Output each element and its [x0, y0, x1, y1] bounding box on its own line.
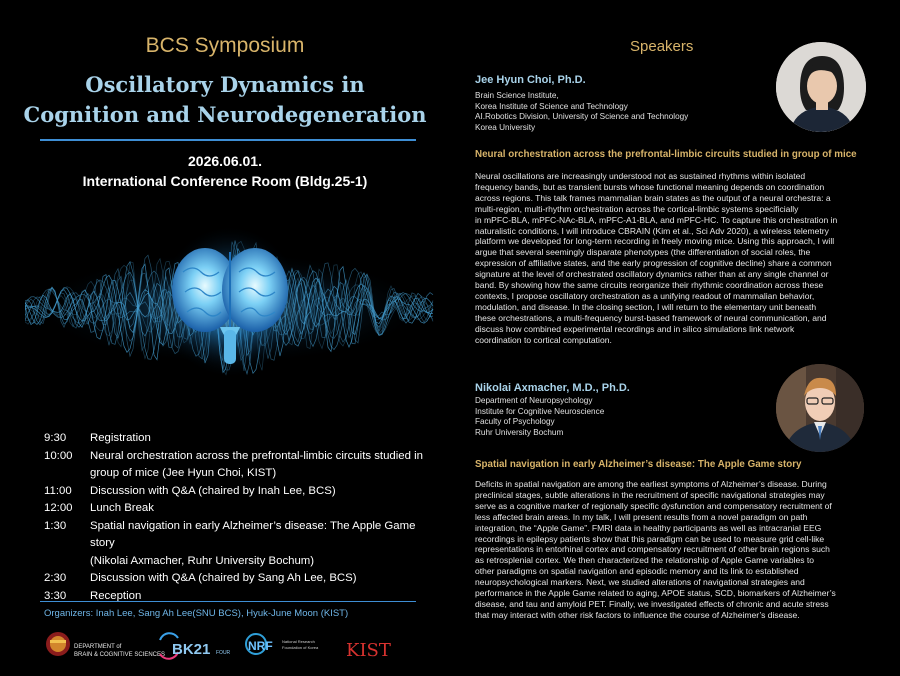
speaker1-name: Jee Hyun Choi, Ph.D.: [475, 74, 586, 86]
speaker2-photo: [776, 364, 864, 452]
symposium-title: BCS Symposium: [145, 34, 305, 57]
abstract-line: naturalistic conditions, I will introduce CBRAIN (Kim et al., Sci Adv 2020), a wireless telemetry: [475, 225, 829, 236]
main-title: [0, 70, 450, 130]
speakers-heading: Speakers: [630, 38, 694, 55]
speaker2-aff-line: Faculty of Psychology: [475, 417, 555, 426]
event-venue: International Conference Room (Bldg.25-1): [82, 173, 368, 189]
schedule-description: Lunch Break: [90, 502, 154, 514]
event-date: 2026.06.01.: [188, 153, 262, 169]
schedule-time: 10:00: [44, 449, 73, 462]
schedule-description: Spatial navigation in early Alzheimer’s disease: The Apple Game story: [90, 519, 416, 549]
brain-illustration: [25, 212, 435, 404]
abstract-line: Deficits in spatial navigation are among the earliest symptoms of Alzheimer’s disease. During: [475, 479, 827, 489]
speaker1-aff-line: Korea Institute of Science and Technology: [475, 101, 628, 111]
abstract-line: disease, and tau and amyloid PET. Finally, we investigated effects of chronic and acute stress: [475, 598, 829, 609]
speaker2-aff-line: Ruhr University Bochum: [475, 427, 564, 437]
speaker2-name: Nikolai Axmacher, M.D., Ph.D.: [475, 382, 630, 394]
bk21-text: BK21: [172, 641, 211, 658]
abstract-line: neuropsychological markers. Next, we studied alterations of navigational strategies and: [475, 577, 805, 588]
abstract-line: frequency bands, but as transient bursts whose functional meaning depends on coordination: [475, 181, 825, 192]
schedule-time: 9:30: [44, 432, 67, 444]
speaker1-talk-title: Neural orchestration across the prefrontal-limbic circuits studied in group of mice: [475, 149, 857, 160]
main-title-line1: Oscillatory Dynamics in: [85, 72, 365, 97]
speaker2-abstract: [475, 479, 885, 621]
snu-logo-icon: [46, 632, 70, 656]
schedule-row: [44, 588, 424, 606]
nrf-text: NRF: [248, 639, 273, 653]
speaker1-aff-line: Brain Science Institute,: [475, 91, 559, 100]
speaker2-aff-line: Department of Neuropsychology: [475, 396, 593, 405]
schedule-row: [44, 518, 424, 553]
abstract-line: contexts, I propose oscillatory orchestration as a unifying readout of mammalian behavior,: [475, 290, 815, 301]
schedule-time: 2:30: [44, 572, 67, 584]
organizers-divider: [40, 601, 416, 602]
speaker1-affiliation: [475, 91, 688, 133]
abstract-line: platform we developed for long-term recording in freely moving mice. Using this approach, I will: [475, 236, 835, 247]
schedule-description: group of mice (Jee Hyun Choi, KIST): [90, 467, 277, 479]
schedule-description: Reception: [90, 589, 142, 602]
schedule-time: [44, 553, 90, 571]
abstract-line: serve as a cognitive marker of regionally specific dysfunction and compensatory recruitment of: [475, 500, 832, 511]
abstract-line: multi-region, multi-rhythm orchestration across the cortical-limbic systems specificially: [475, 203, 799, 214]
right-panel: [450, 0, 900, 676]
abstract-line: Neural oscillations are increasingly understood not as sustained rhythms within isolated: [475, 171, 806, 181]
abstract-line: less affected brain areas. In my talk, I will present results from a novel paradigm on path: [475, 511, 808, 522]
schedule-row: [44, 500, 424, 518]
schedule-time: 11:00: [44, 484, 72, 497]
abstract-line: argue that several seemingly disparate phenotypes (the differentiation of social roles, the: [475, 247, 811, 258]
abstract-line: modulation, and disease. In the closing section, I will return to the elementary unit beneath: [475, 301, 817, 312]
schedule-time: 3:30: [44, 589, 67, 602]
nrf-sub1: National Research: [282, 639, 315, 644]
abstract-line: in mPFC-BLA, mPFC-NAc-BLA, mPFC-A1-BLA, and mPFC-HC. To capture this orchestration in: [475, 214, 838, 225]
abstract-line: integration, the “Apple Game”. FMRI data in healthy participants as well as intracranial EEG: [475, 522, 822, 533]
abstract-line: expression of affiliative states, and the early progression of cognitive decline) share a common: [475, 258, 832, 269]
abstract-line: other paradigms on spatial navigation and episodic memory and its link to established: [475, 566, 799, 577]
abstract-line: discuss how combined experimental recordings and in silico simulations link network: [475, 323, 795, 334]
schedule-row: [44, 465, 424, 483]
schedule-description: Discussion with Q&A (chaired by Sang Ah Lee, BCS): [90, 572, 357, 584]
schedule-row: [44, 448, 424, 466]
abstract-line: signature at the level of orchestrated oscillatory dynamics rather than at any single channel or: [475, 269, 829, 280]
speaker2-talk-title: Spatial navigation in early Alzheimer’s disease: The Apple Game story: [475, 459, 802, 470]
bk21-sub: FOUR: [216, 650, 231, 656]
abstract-line: across regions. This talk frames mammalian brain states as the output of a neural orchestra: a: [475, 192, 831, 203]
nrf-sub2: Foundation of Korea: [282, 645, 319, 650]
speaker1-abstract: [475, 171, 885, 346]
organizers-text: Organizers: Inah Lee, Sang Ah Lee(SNU BCS), Hyuk-June Moon (KIST): [44, 608, 349, 619]
dept-line2: BRAIN & COGNITIVE SCIENCES: [74, 652, 166, 658]
abstract-line: coordination to cortical computation.: [475, 334, 612, 345]
schedule-time: [44, 465, 90, 483]
speaker1-aff-line: Korea University: [475, 122, 536, 132]
speaker2-aff-line: Institute for Cognitive Neuroscience: [475, 406, 605, 416]
schedule-description: Neural orchestration across the prefrontal-limbic circuits studied in: [90, 449, 423, 462]
schedule-description: Registration: [90, 432, 151, 444]
schedule-description: (Nikolai Axmacher, Ruhr University Bochum): [90, 554, 315, 567]
schedule-list: [44, 430, 424, 605]
schedule-row: [44, 570, 424, 588]
schedule-row: [44, 553, 424, 571]
abstract-line: preclinical stages, subtle alterations in the recruitment of specific navigational strategies may: [475, 489, 825, 500]
abstract-line: performance in the Apple Game related to aging, APOE status, SCD, biomarkers of Alzheimer’s: [475, 588, 836, 599]
speaker1-photo: [776, 42, 866, 132]
speaker2-affiliation: [475, 396, 604, 438]
dept-line1: DEPARTMENT of: [74, 644, 122, 650]
logo-row: [44, 630, 434, 666]
abstract-line: recordings in epilepsy patients show that this paradigm can be used to measure grid cell-like: [475, 533, 825, 544]
schedule-row: [44, 483, 424, 501]
abstract-line: that may interact with other risk factors to influence the course of Alzheimer’s disease.: [475, 609, 800, 620]
schedule-time: 12:00: [44, 502, 73, 514]
schedule-time: 1:30: [44, 519, 67, 532]
abstract-line: representations in entorhinal cortex and compensatory recruitment of other brain regions such: [475, 544, 830, 555]
brain-wave-image: [25, 212, 435, 404]
main-title-line2: Cognition and Neurodegeneration: [23, 102, 427, 127]
speaker1-aff-line: AI.Robotics Division, University of Science and Technology: [475, 112, 689, 121]
schedule-row: [44, 430, 424, 448]
abstract-line: as retrosplenial cortex. We then characterized the relationship of Apple Game variables to: [475, 555, 815, 566]
abstract-line: these orchestrations, a multi-frequency burst-based framework of neural communication, and: [475, 312, 827, 323]
schedule-description: Discussion with Q&A (chaired by Inah Lee, BCS): [90, 484, 336, 497]
abstract-line: band. By showing how the same circuits reorganize their rhythmic coordination across these: [475, 280, 824, 291]
kist-logo: KIST: [346, 640, 391, 661]
title-divider: [40, 139, 416, 141]
